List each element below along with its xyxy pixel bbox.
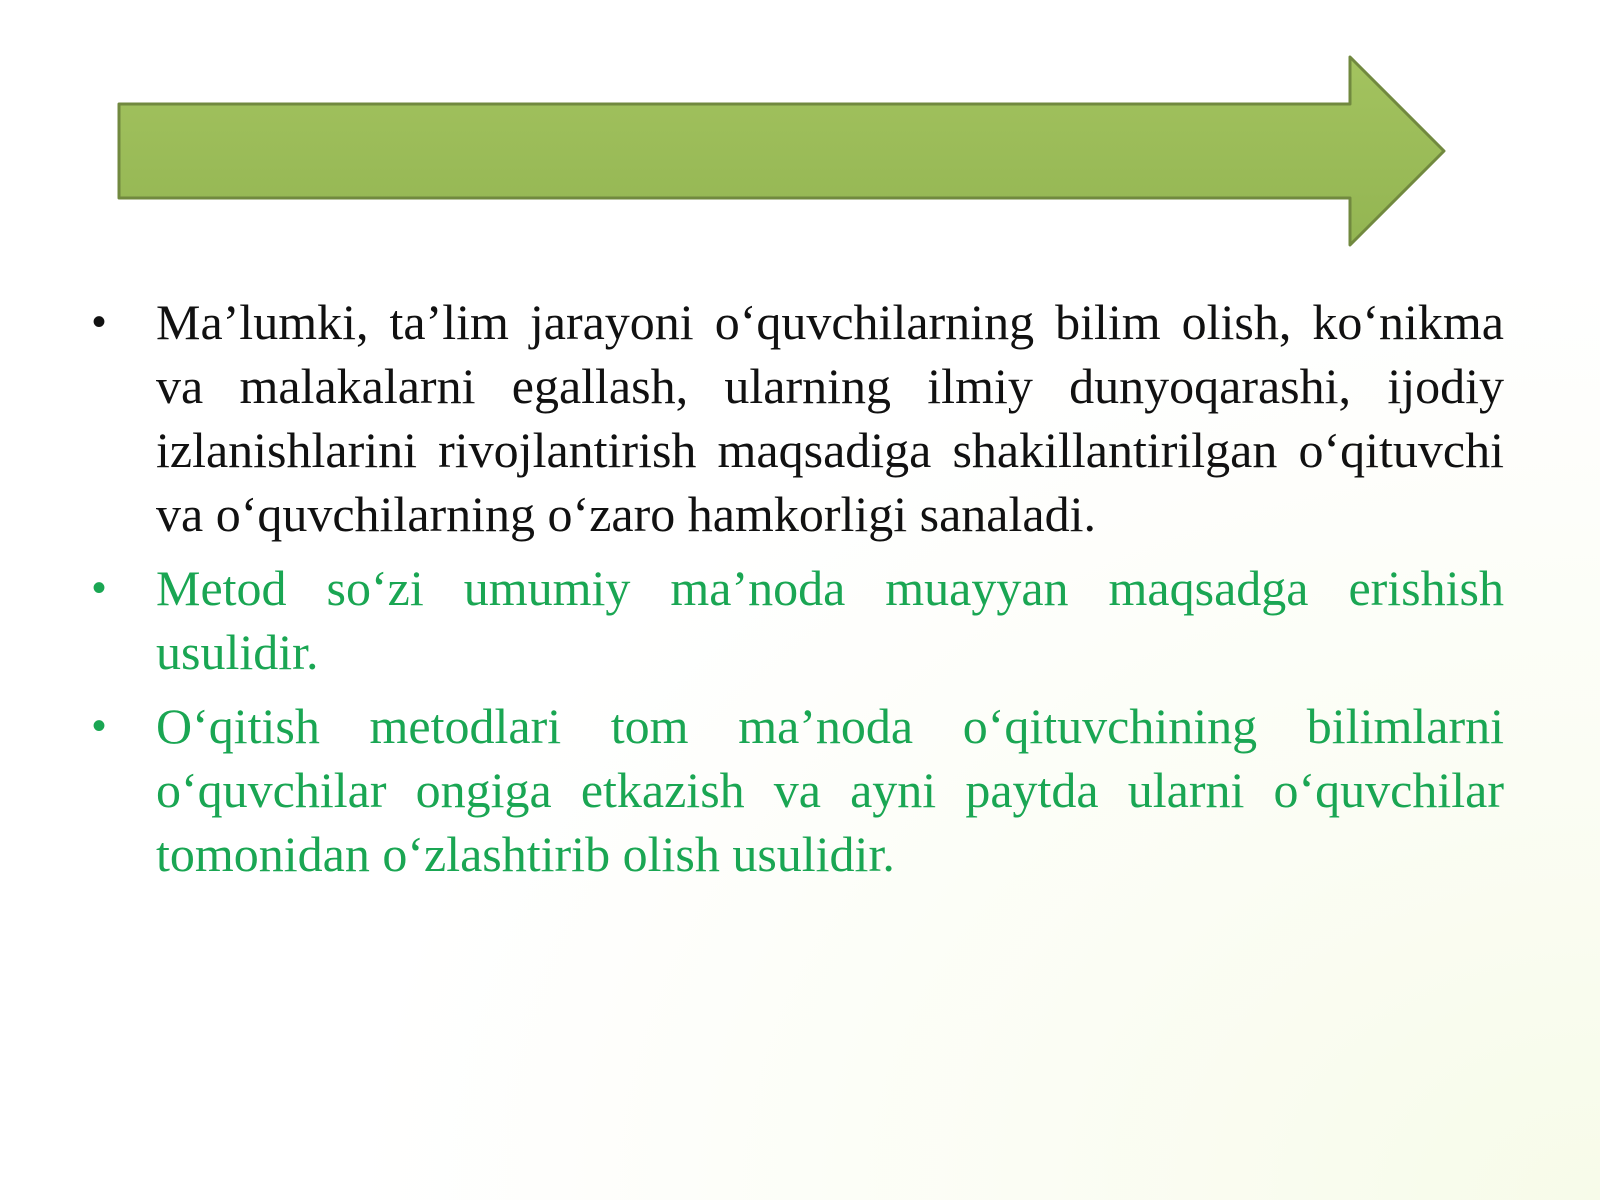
bullet-list (92, 290, 1504, 896)
list-item (92, 556, 1504, 684)
list-item-text: O‘qitish metodlari tom ma’noda o‘qituvchining bilimlarni o‘quvchilar ongiga etkazish va ayni paytda ularni o‘quvchilar tomonidan o‘zlashtirib olish usulidir. (156, 698, 1504, 882)
bullet-icon: • (92, 566, 107, 610)
right-arrow-icon (0, 0, 1600, 260)
list-item-text: Ma’lumki, ta’lim jarayoni o‘quvchilarning bilim olish, ko‘nikma va malakalarni egallash, ularning ilmiy dunyoqarashi, ijodiy izlanishlarini rivojlantirish maqsadiga shakillantirilgan o‘qituvchi va o‘quvchilarning o‘zaro hamkorligi sanaladi. (156, 294, 1504, 542)
bullet-icon: • (92, 704, 107, 748)
arrow-body (119, 57, 1444, 245)
right-arrow-shape (0, 0, 1600, 260)
list-item-text: Metod so‘zi umumiy ma’noda muayyan maqsadga erishish usulidir. (156, 560, 1504, 680)
list-item (92, 290, 1504, 546)
bullet-icon: • (92, 300, 107, 344)
list-item (92, 694, 1504, 886)
